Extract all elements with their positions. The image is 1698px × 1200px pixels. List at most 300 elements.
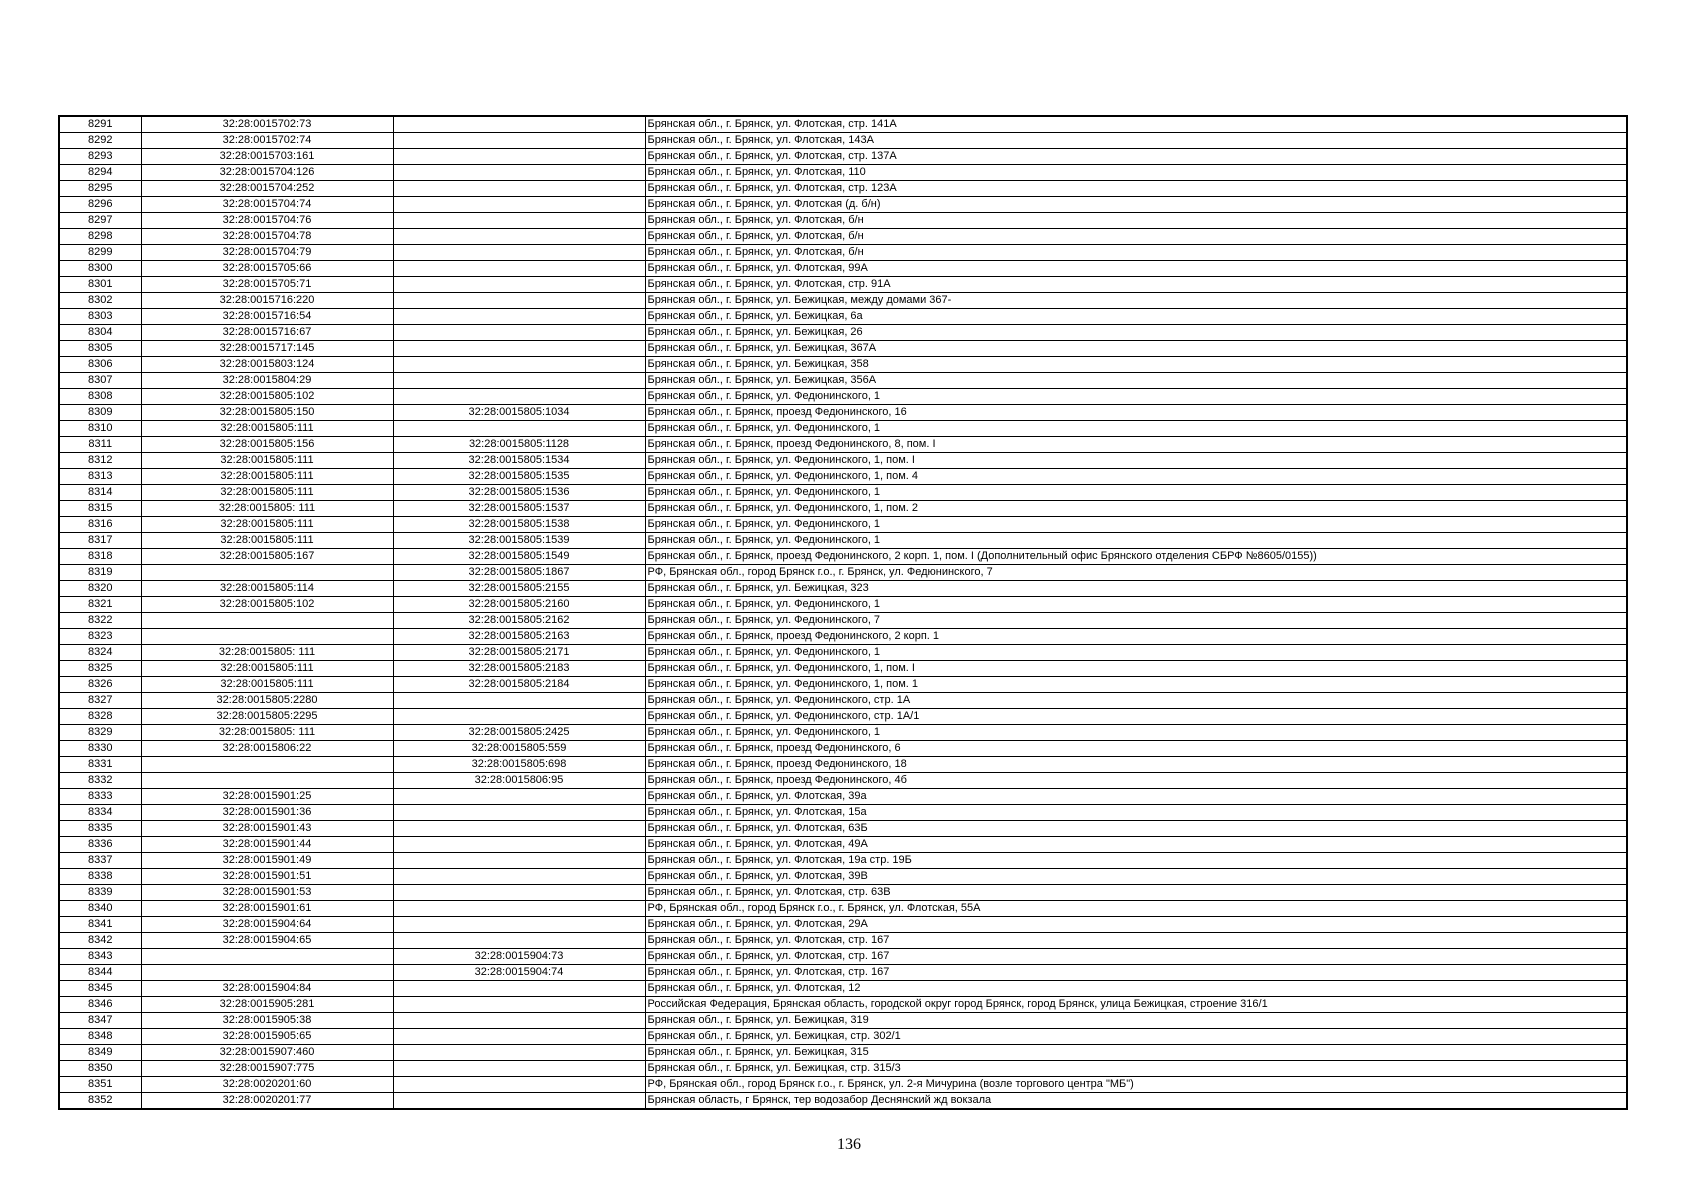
table-row <box>59 533 1627 549</box>
address-cell: Брянская обл., г. Брянск, ул. Федюнинского, 1 <box>645 485 1627 501</box>
cadastral-number-land-cell: 32:28:0015704:252 <box>141 181 393 197</box>
address-cell: Брянская обл., г. Брянск, ул. Флотская, 39В <box>645 869 1627 885</box>
table-row <box>59 645 1627 661</box>
cadastral-number-object-cell <box>393 277 645 293</box>
table-row <box>59 373 1627 389</box>
address-cell: Брянская обл., г. Брянск, ул. Флотская, стр. 167 <box>645 949 1627 965</box>
cadastral-number-land-cell: 32:28:0015904:64 <box>141 917 393 933</box>
address-cell: Брянская обл., г. Брянск, проезд Федюнинского, 4б <box>645 773 1627 789</box>
cadastral-number-object-cell: 32:28:0015805:698 <box>393 757 645 773</box>
cadastral-number-object-cell: 32:28:0015805:2155 <box>393 581 645 597</box>
cadastral-number-land-cell: 32:28:0015805:2295 <box>141 709 393 725</box>
cadastral-number-object-cell <box>393 837 645 853</box>
table-row <box>59 885 1627 901</box>
table-row <box>59 469 1627 485</box>
cadastral-number-land-cell <box>141 757 393 773</box>
address-cell: РФ, Брянская обл., город Брянск г.о., г. Брянск, ул. 2-я Мичурина (возле торгового центра "МБ") <box>645 1077 1627 1093</box>
row-number-cell: 8317 <box>59 533 141 549</box>
cadastral-number-object-cell <box>393 933 645 949</box>
table-row <box>59 597 1627 613</box>
row-number-cell: 8297 <box>59 213 141 229</box>
table-row <box>59 213 1627 229</box>
table-row <box>59 1013 1627 1029</box>
address-cell: Брянская обл., г. Брянск, ул. Федюнинского, стр. 1А <box>645 693 1627 709</box>
cadastral-number-object-cell <box>393 1093 645 1110</box>
table-row <box>59 965 1627 981</box>
cadastral-number-land-cell: 32:28:0015702:74 <box>141 133 393 149</box>
table-row <box>59 245 1627 261</box>
cadastral-number-object-cell: 32:28:0015805:2183 <box>393 661 645 677</box>
address-cell: Брянская обл., г. Брянск, проезд Федюнинского, 16 <box>645 405 1627 421</box>
cadastral-number-land-cell: 32:28:0020201:77 <box>141 1093 393 1110</box>
address-cell: Брянская обл., г. Брянск, ул. Федюнинского, 1 <box>645 597 1627 613</box>
row-number-cell: 8299 <box>59 245 141 261</box>
table-row <box>59 725 1627 741</box>
address-cell: Брянская обл., г. Брянск, ул. Флотская, 63Б <box>645 821 1627 837</box>
address-cell: Брянская обл., г. Брянск, ул. Бежицкая, 315 <box>645 1045 1627 1061</box>
row-number-cell: 8330 <box>59 741 141 757</box>
table-row <box>59 421 1627 437</box>
cadastral-number-land-cell: 32:28:0015702:73 <box>141 116 393 133</box>
row-number-cell: 8314 <box>59 485 141 501</box>
row-number-cell: 8313 <box>59 469 141 485</box>
cadastral-number-object-cell <box>393 709 645 725</box>
cadastral-number-land-cell: 32:28:0015804:29 <box>141 373 393 389</box>
cadastral-number-object-cell <box>393 693 645 709</box>
cadastral-number-object-cell <box>393 997 645 1013</box>
address-cell: Брянская обл., г. Брянск, ул. Флотская, 39а <box>645 789 1627 805</box>
cadastral-number-object-cell <box>393 309 645 325</box>
address-cell: Брянская обл., г. Брянск, проезд Федюнинского, 6 <box>645 741 1627 757</box>
cadastral-number-land-cell: 32:28:0015905:281 <box>141 997 393 1013</box>
cadastral-number-land-cell <box>141 949 393 965</box>
cadastral-number-object-cell: 32:28:0015805:1538 <box>393 517 645 533</box>
cadastral-number-land-cell: 32:28:0015805:111 <box>141 469 393 485</box>
row-number-cell: 8331 <box>59 757 141 773</box>
row-number-cell: 8305 <box>59 341 141 357</box>
address-cell: Брянская обл., г. Брянск, ул. Флотская, стр. 167 <box>645 965 1627 981</box>
row-number-cell: 8350 <box>59 1061 141 1077</box>
row-number-cell: 8333 <box>59 789 141 805</box>
table-row <box>59 869 1627 885</box>
cadastral-number-land-cell: 32:28:0015805:111 <box>141 421 393 437</box>
cadastral-number-land-cell: 32:28:0015805:102 <box>141 389 393 405</box>
cadastral-number-object-cell <box>393 245 645 261</box>
table-row <box>59 1061 1627 1077</box>
cadastral-number-land-cell <box>141 629 393 645</box>
row-number-cell: 8320 <box>59 581 141 597</box>
row-number-cell: 8329 <box>59 725 141 741</box>
cadastral-number-land-cell: 32:28:0015907:460 <box>141 1045 393 1061</box>
table-row <box>59 1045 1627 1061</box>
address-cell: Брянская обл., г. Брянск, ул. Флотская, 99А <box>645 261 1627 277</box>
cadastral-number-land-cell: 32:28:0015907:775 <box>141 1061 393 1077</box>
address-cell: Брянская обл., г. Брянск, ул. Флотская, стр. 123А <box>645 181 1627 197</box>
cadastral-number-object-cell <box>393 869 645 885</box>
row-number-cell: 8340 <box>59 901 141 917</box>
address-cell: Брянская обл., г. Брянск, ул. Бежицкая, 367А <box>645 341 1627 357</box>
address-cell: Брянская обл., г. Брянск, ул. Федюнинского, 1, пом. 1 <box>645 677 1627 693</box>
table-row <box>59 901 1627 917</box>
cadastral-number-land-cell: 32:28:0015905:65 <box>141 1029 393 1045</box>
row-number-cell: 8302 <box>59 293 141 309</box>
cadastral-number-land-cell: 32:28:0015901:61 <box>141 901 393 917</box>
row-number-cell: 8315 <box>59 501 141 517</box>
address-cell: Брянская обл., г. Брянск, ул. Флотская, б/н <box>645 213 1627 229</box>
row-number-cell: 8322 <box>59 613 141 629</box>
address-cell: Брянская обл., г. Брянск, ул. Флотская, стр. 167 <box>645 933 1627 949</box>
row-number-cell: 8308 <box>59 389 141 405</box>
row-number-cell: 8338 <box>59 869 141 885</box>
address-cell: Брянская обл., г. Брянск, ул. Флотская, 143А <box>645 133 1627 149</box>
address-cell: Брянская обл., г. Брянск, ул. Флотская, 15а <box>645 805 1627 821</box>
address-cell: Брянская обл., г. Брянск, ул. Федюнинского, 1 <box>645 517 1627 533</box>
table-row <box>59 405 1627 421</box>
table-row <box>59 853 1627 869</box>
address-cell: Брянская обл., г. Брянск, ул. Федюнинского, 1, пом. 2 <box>645 501 1627 517</box>
row-number-cell: 8348 <box>59 1029 141 1045</box>
address-cell: Брянская обл., г. Брянск, ул. Флотская, 19а стр. 19Б <box>645 853 1627 869</box>
address-cell: Брянская обл., г. Брянск, ул. Флотская, 29А <box>645 917 1627 933</box>
cadastral-number-land-cell: 32:28:0015805:2280 <box>141 693 393 709</box>
address-cell: Брянская обл., г. Брянск, ул. Флотская (д. б/н) <box>645 197 1627 213</box>
row-number-cell: 8324 <box>59 645 141 661</box>
table-row <box>59 261 1627 277</box>
cadastral-number-land-cell: 32:28:0015805:111 <box>141 677 393 693</box>
address-cell: Брянская обл., г. Брянск, ул. Бежицкая, 358 <box>645 357 1627 373</box>
row-number-cell: 8306 <box>59 357 141 373</box>
table-row <box>59 181 1627 197</box>
table-row <box>59 613 1627 629</box>
cadastral-number-object-cell <box>393 133 645 149</box>
table-row <box>59 565 1627 581</box>
cadastral-number-land-cell: 32:28:0015805: 111 <box>141 645 393 661</box>
table-row <box>59 821 1627 837</box>
address-cell: Брянская обл., г. Брянск, ул. Бежицкая, 356А <box>645 373 1627 389</box>
row-number-cell: 8339 <box>59 885 141 901</box>
row-number-cell: 8292 <box>59 133 141 149</box>
address-cell: Брянская обл., г. Брянск, проезд Федюнинского, 2 корп. 1, пом. I (Дополнительный офис Брянского отделения СБРФ №8605/0155)) <box>645 549 1627 565</box>
row-number-cell: 8328 <box>59 709 141 725</box>
cadastral-number-land-cell: 32:28:0015805:156 <box>141 437 393 453</box>
row-number-cell: 8303 <box>59 309 141 325</box>
cadastral-number-land-cell: 32:28:0015805:111 <box>141 533 393 549</box>
table-row <box>59 581 1627 597</box>
cadastral-number-land-cell: 32:28:0015805:167 <box>141 549 393 565</box>
cadastral-number-object-cell <box>393 357 645 373</box>
cadastral-number-object-cell: 32:28:0015805:1034 <box>393 405 645 421</box>
address-cell: Брянская обл., г. Брянск, ул. Флотская, 49А <box>645 837 1627 853</box>
table-row <box>59 677 1627 693</box>
table-row <box>59 453 1627 469</box>
cadastral-number-land-cell: 32:28:0015716:54 <box>141 309 393 325</box>
cadastral-number-land-cell: 32:28:0015716:67 <box>141 325 393 341</box>
table-row <box>59 1093 1627 1110</box>
table-row <box>59 661 1627 677</box>
cadastral-number-land-cell: 32:28:0015704:78 <box>141 229 393 245</box>
row-number-cell: 8304 <box>59 325 141 341</box>
row-number-cell: 8352 <box>59 1093 141 1110</box>
cadastral-number-object-cell <box>393 197 645 213</box>
cadastral-number-object-cell <box>393 116 645 133</box>
cadastral-number-land-cell: 32:28:0015805:111 <box>141 485 393 501</box>
address-cell: Брянская обл., г. Брянск, ул. Федюнинского, 1 <box>645 421 1627 437</box>
table-row <box>59 437 1627 453</box>
cadastral-number-land-cell: 32:28:0015716:220 <box>141 293 393 309</box>
address-cell: Брянская область, г Брянск, тер водозабор Деснянский жд вокзала <box>645 1093 1627 1110</box>
cadastral-number-land-cell: 32:28:0015805:102 <box>141 597 393 613</box>
table-row <box>59 757 1627 773</box>
table-row <box>59 805 1627 821</box>
row-number-cell: 8310 <box>59 421 141 437</box>
row-number-cell: 8343 <box>59 949 141 965</box>
address-cell: Брянская обл., г. Брянск, ул. Флотская, стр. 141А <box>645 116 1627 133</box>
row-number-cell: 8319 <box>59 565 141 581</box>
cadastral-number-object-cell: 32:28:0015904:73 <box>393 949 645 965</box>
cadastral-number-object-cell <box>393 1045 645 1061</box>
table-row <box>59 917 1627 933</box>
cadastral-number-object-cell: 32:28:0015805:1867 <box>393 565 645 581</box>
cadastral-number-land-cell: 32:28:0015805:111 <box>141 517 393 533</box>
cadastral-number-object-cell: 32:28:0015805:1539 <box>393 533 645 549</box>
cadastral-number-object-cell <box>393 821 645 837</box>
cadastral-number-land-cell: 32:28:0015704:79 <box>141 245 393 261</box>
address-cell: Брянская обл., г. Брянск, ул. Флотская, стр. 137А <box>645 149 1627 165</box>
cadastral-number-object-cell <box>393 885 645 901</box>
row-number-cell: 8300 <box>59 261 141 277</box>
registry-table-body <box>59 116 1627 1109</box>
row-number-cell: 8294 <box>59 165 141 181</box>
row-number-cell: 8325 <box>59 661 141 677</box>
cadastral-number-land-cell: 32:28:0015805:150 <box>141 405 393 421</box>
cadastral-number-object-cell: 32:28:0015904:74 <box>393 965 645 981</box>
cadastral-number-land-cell: 32:28:0015901:51 <box>141 869 393 885</box>
address-cell: Брянская обл., г. Брянск, ул. Бежицкая, 6а <box>645 309 1627 325</box>
cadastral-number-object-cell <box>393 213 645 229</box>
row-number-cell: 8345 <box>59 981 141 997</box>
row-number-cell: 8311 <box>59 437 141 453</box>
address-cell: Брянская обл., г. Брянск, ул. Флотская, б/н <box>645 229 1627 245</box>
address-cell: Брянская обл., г. Брянск, ул. Федюнинского, 1 <box>645 389 1627 405</box>
table-row <box>59 789 1627 805</box>
row-number-cell: 8291 <box>59 116 141 133</box>
cadastral-number-land-cell: 32:28:0015705:71 <box>141 277 393 293</box>
row-number-cell: 8318 <box>59 549 141 565</box>
row-number-cell: 8332 <box>59 773 141 789</box>
cadastral-number-land-cell: 32:28:0015904:84 <box>141 981 393 997</box>
address-cell: РФ, Брянская обл., город Брянск г.о., г. Брянск, ул. Федюнинского, 7 <box>645 565 1627 581</box>
address-cell: Брянская обл., г. Брянск, ул. Федюнинского, 7 <box>645 613 1627 629</box>
table-row <box>59 693 1627 709</box>
address-cell: Брянская обл., г. Брянск, ул. Бежицкая, стр. 302/1 <box>645 1029 1627 1045</box>
address-cell: Брянская обл., г. Брянск, ул. Федюнинского, 1, пом. 4 <box>645 469 1627 485</box>
cadastral-number-object-cell <box>393 229 645 245</box>
cadastral-number-object-cell <box>393 261 645 277</box>
cadastral-number-land-cell: 32:28:0015901:49 <box>141 853 393 869</box>
table-row <box>59 997 1627 1013</box>
row-number-cell: 8312 <box>59 453 141 469</box>
cadastral-number-object-cell <box>393 421 645 437</box>
cadastral-number-land-cell: 32:28:0015901:53 <box>141 885 393 901</box>
cadastral-number-object-cell <box>393 341 645 357</box>
table-row <box>59 229 1627 245</box>
address-cell: Брянская обл., г. Брянск, ул. Бежицкая, 26 <box>645 325 1627 341</box>
address-cell: Брянская обл., г. Брянск, проезд Федюнинского, 8, пом. I <box>645 437 1627 453</box>
cadastral-number-object-cell: 32:28:0015805:1534 <box>393 453 645 469</box>
cadastral-number-object-cell <box>393 789 645 805</box>
table-row <box>59 116 1627 133</box>
row-number-cell: 8309 <box>59 405 141 421</box>
cadastral-number-object-cell: 32:28:0015805:2160 <box>393 597 645 613</box>
address-cell: Брянская обл., г. Брянск, ул. Бежицкая, стр. 315/3 <box>645 1061 1627 1077</box>
cadastral-number-object-cell <box>393 325 645 341</box>
cadastral-number-land-cell: 32:28:0015805:114 <box>141 581 393 597</box>
table-row <box>59 149 1627 165</box>
table-row <box>59 1077 1627 1093</box>
row-number-cell: 8327 <box>59 693 141 709</box>
address-cell: Брянская обл., г. Брянск, ул. Бежицкая, между домами 367- <box>645 293 1627 309</box>
cadastral-number-land-cell: 32:28:0015905:38 <box>141 1013 393 1029</box>
cadastral-number-object-cell <box>393 853 645 869</box>
row-number-cell: 8336 <box>59 837 141 853</box>
cadastral-number-land-cell: 32:28:0015901:25 <box>141 789 393 805</box>
cadastral-number-land-cell <box>141 965 393 981</box>
cadastral-number-land-cell: 32:28:0020201:60 <box>141 1077 393 1093</box>
table-row <box>59 165 1627 181</box>
cadastral-number-land-cell: 32:28:0015805: 111 <box>141 725 393 741</box>
table-row <box>59 549 1627 565</box>
page-number: 136 <box>837 1136 861 1153</box>
cadastral-number-land-cell: 32:28:0015805: 111 <box>141 501 393 517</box>
cadastral-number-land-cell: 32:28:0015705:66 <box>141 261 393 277</box>
cadastral-number-land-cell: 32:28:0015904:65 <box>141 933 393 949</box>
row-number-cell: 8337 <box>59 853 141 869</box>
cadastral-number-object-cell <box>393 389 645 405</box>
row-number-cell: 8316 <box>59 517 141 533</box>
cadastral-number-object-cell: 32:28:0015805:2163 <box>393 629 645 645</box>
table-row <box>59 309 1627 325</box>
row-number-cell: 8323 <box>59 629 141 645</box>
table-row <box>59 517 1627 533</box>
cadastral-number-object-cell: 32:28:0015805:1128 <box>393 437 645 453</box>
cadastral-number-object-cell <box>393 1061 645 1077</box>
table-row <box>59 773 1627 789</box>
row-number-cell: 8326 <box>59 677 141 693</box>
address-cell: РФ, Брянская обл., город Брянск г.о., г. Брянск, ул. Флотская, 55А <box>645 901 1627 917</box>
cadastral-number-object-cell <box>393 1077 645 1093</box>
cadastral-number-object-cell: 32:28:0015805:1535 <box>393 469 645 485</box>
table-row <box>59 277 1627 293</box>
cadastral-number-land-cell: 32:28:0015803:124 <box>141 357 393 373</box>
address-cell: Брянская обл., г. Брянск, ул. Флотская, стр. 91А <box>645 277 1627 293</box>
cadastral-number-land-cell: 32:28:0015806:22 <box>141 741 393 757</box>
cadastral-number-object-cell <box>393 181 645 197</box>
row-number-cell: 8341 <box>59 917 141 933</box>
table-row <box>59 837 1627 853</box>
cadastral-number-object-cell <box>393 1029 645 1045</box>
cadastral-number-object-cell: 32:28:0015805:1549 <box>393 549 645 565</box>
cadastral-number-object-cell: 32:28:0015805:2171 <box>393 645 645 661</box>
table-row <box>59 325 1627 341</box>
row-number-cell: 8334 <box>59 805 141 821</box>
table-row <box>59 293 1627 309</box>
cadastral-number-land-cell: 32:28:0015704:74 <box>141 197 393 213</box>
cadastral-number-land-cell <box>141 613 393 629</box>
cadastral-number-land-cell: 32:28:0015805:111 <box>141 453 393 469</box>
table-row <box>59 981 1627 997</box>
address-cell: Брянская обл., г. Брянск, ул. Бежицкая, 323 <box>645 581 1627 597</box>
cadastral-number-land-cell: 32:28:0015704:76 <box>141 213 393 229</box>
address-cell: Брянская обл., г. Брянск, ул. Флотская, б/н <box>645 245 1627 261</box>
row-number-cell: 8298 <box>59 229 141 245</box>
cadastral-number-object-cell: 32:28:0015805:2425 <box>393 725 645 741</box>
address-cell: Брянская обл., г. Брянск, ул. Федюнинского, 1, пом. I <box>645 661 1627 677</box>
cadastral-number-object-cell: 32:28:0015805:2162 <box>393 613 645 629</box>
cadastral-number-object-cell <box>393 293 645 309</box>
row-number-cell: 8347 <box>59 1013 141 1029</box>
table-row <box>59 341 1627 357</box>
row-number-cell: 8344 <box>59 965 141 981</box>
cadastral-number-object-cell <box>393 1013 645 1029</box>
row-number-cell: 8351 <box>59 1077 141 1093</box>
cadastral-number-object-cell: 32:28:0015806:95 <box>393 773 645 789</box>
table-row <box>59 1029 1627 1045</box>
row-number-cell: 8349 <box>59 1045 141 1061</box>
row-number-cell: 8307 <box>59 373 141 389</box>
table-row <box>59 501 1627 517</box>
row-number-cell: 8335 <box>59 821 141 837</box>
row-number-cell: 8293 <box>59 149 141 165</box>
row-number-cell: 8301 <box>59 277 141 293</box>
cadastral-number-object-cell <box>393 373 645 389</box>
table-row <box>59 709 1627 725</box>
cadastral-number-object-cell: 32:28:0015805:2184 <box>393 677 645 693</box>
cadastral-number-object-cell <box>393 917 645 933</box>
table-row <box>59 485 1627 501</box>
cadastral-number-object-cell <box>393 901 645 917</box>
address-cell: Брянская обл., г. Брянск, ул. Флотская, 12 <box>645 981 1627 997</box>
table-row <box>59 933 1627 949</box>
address-cell: Брянская обл., г. Брянск, проезд Федюнинского, 18 <box>645 757 1627 773</box>
address-cell: Брянская обл., г. Брянск, ул. Бежицкая, 319 <box>645 1013 1627 1029</box>
cadastral-number-object-cell <box>393 165 645 181</box>
cadastral-number-land-cell: 32:28:0015901:44 <box>141 837 393 853</box>
cadastral-number-land-cell: 32:28:0015901:43 <box>141 821 393 837</box>
cadastral-number-object-cell: 32:28:0015805:1536 <box>393 485 645 501</box>
cadastral-number-object-cell <box>393 981 645 997</box>
address-cell: Брянская обл., г. Брянск, ул. Флотская, стр. 63В <box>645 885 1627 901</box>
row-number-cell: 8321 <box>59 597 141 613</box>
address-cell: Брянская обл., г. Брянск, ул. Федюнинского, 1 <box>645 725 1627 741</box>
table-row <box>59 741 1627 757</box>
row-number-cell: 8296 <box>59 197 141 213</box>
row-number-cell: 8295 <box>59 181 141 197</box>
address-cell: Российская Федерация, Брянская область, городской округ город Брянск, город Брянск, улица Бежицкая, строение 316/1 <box>645 997 1627 1013</box>
cadastral-number-land-cell: 32:28:0015805:111 <box>141 661 393 677</box>
table-row <box>59 629 1627 645</box>
registry-table <box>58 115 1628 1110</box>
cadastral-number-land-cell: 32:28:0015704:126 <box>141 165 393 181</box>
address-cell: Брянская обл., г. Брянск, ул. Федюнинского, стр. 1А/1 <box>645 709 1627 725</box>
address-cell: Брянская обл., г. Брянск, ул. Федюнинского, 1 <box>645 645 1627 661</box>
table-row <box>59 389 1627 405</box>
address-cell: Брянская обл., г. Брянск, ул. Федюнинского, 1, пом. I <box>645 453 1627 469</box>
cadastral-number-land-cell <box>141 773 393 789</box>
address-cell: Брянская обл., г. Брянск, проезд Федюнинского, 2 корп. 1 <box>645 629 1627 645</box>
row-number-cell: 8342 <box>59 933 141 949</box>
cadastral-number-object-cell <box>393 149 645 165</box>
address-cell: Брянская обл., г. Брянск, ул. Флотская, 110 <box>645 165 1627 181</box>
